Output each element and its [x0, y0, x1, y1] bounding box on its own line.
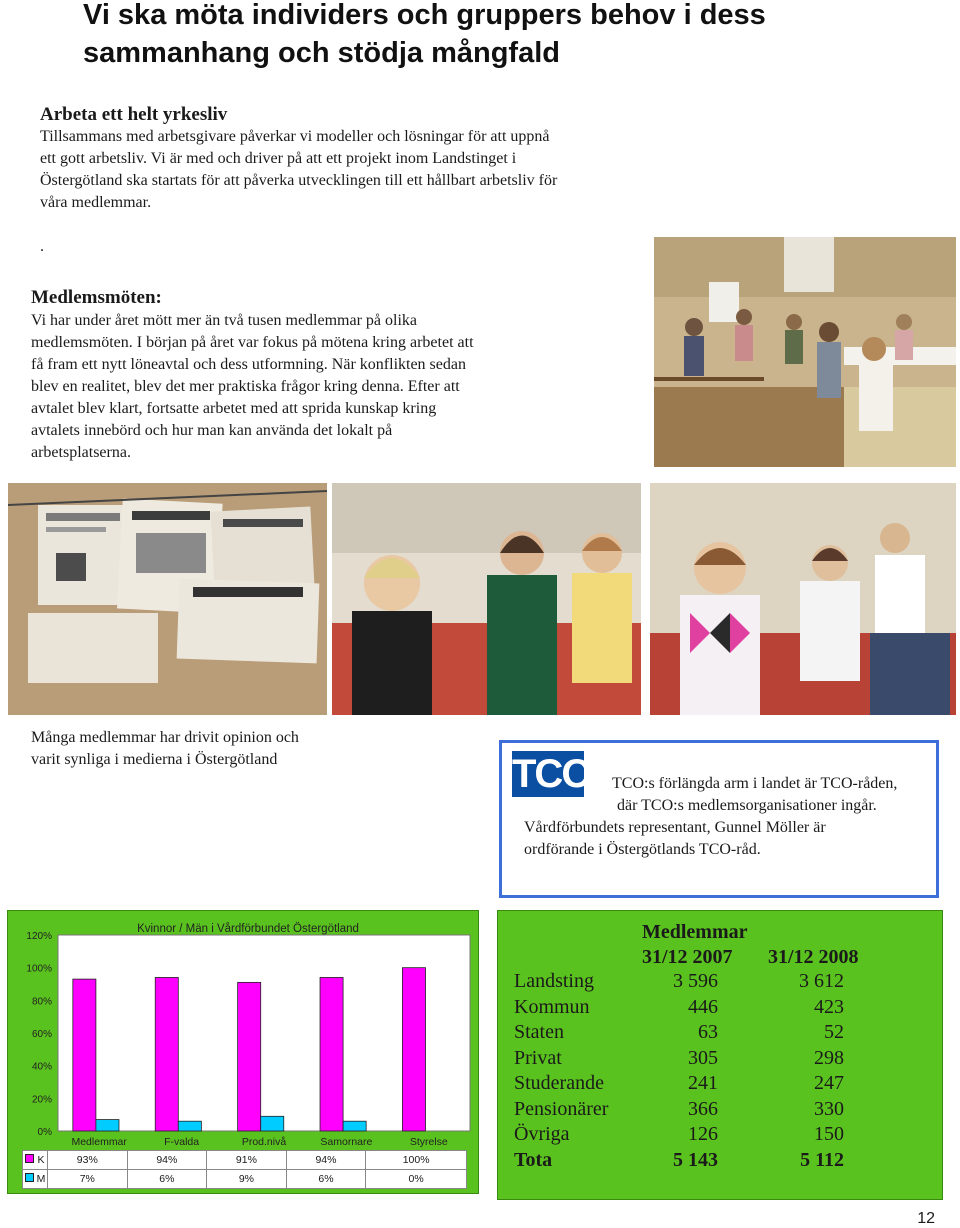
members-row	[514, 1020, 934, 1045]
y-tick-label: 60%	[31, 1029, 52, 1040]
text-line: arbetsplatserna.	[31, 444, 131, 461]
x-category-label: Styrelse	[409, 1136, 448, 1148]
stray-dot: .	[40, 238, 44, 255]
members-col-2008: 31/12 2008	[768, 946, 859, 968]
x-category-label: Medlemmar	[71, 1136, 127, 1148]
section-body-work-life	[40, 126, 640, 214]
data-label: 9%	[207, 1170, 287, 1189]
chart-table-row	[23, 1151, 467, 1170]
members-value-2007: 3 596	[673, 970, 718, 992]
bar-m-1	[178, 1121, 201, 1131]
members-value-2007: 126	[688, 1123, 718, 1145]
photo-meeting-room	[654, 237, 956, 467]
data-label: 94%	[286, 1151, 366, 1170]
members-table-panel	[497, 910, 943, 1200]
x-category-label: F-valda	[164, 1136, 200, 1148]
bar-m-0	[96, 1120, 119, 1131]
members-value-2008: 330	[814, 1097, 844, 1120]
members-value-2008: 3 612	[799, 970, 844, 992]
section-heading-member-meetings: Medlemsmöten:	[31, 287, 162, 308]
x-category-label: Samornare	[320, 1136, 373, 1148]
tco-info-box	[499, 740, 939, 898]
legend-key	[23, 1151, 48, 1170]
photo-members-two	[650, 483, 956, 715]
data-label: 100%	[366, 1151, 467, 1170]
legend-key	[23, 1170, 48, 1189]
tco-text-line-3: Vårdförbundets representant, Gunnel Möller är	[524, 819, 826, 836]
data-label: 93%	[48, 1151, 128, 1170]
members-row	[514, 1122, 934, 1147]
members-value-2007: 446	[688, 995, 718, 1018]
photo-members-group	[332, 483, 641, 715]
text-line: blev en realitet, blev det mer praktiska frågor kring denna. Efter att	[31, 378, 460, 395]
data-label: 6%	[286, 1170, 366, 1189]
bar-k-2	[238, 982, 261, 1131]
page-number: 12	[917, 1210, 935, 1227]
text-line: avtalets innebörd och hur man kan använda det lokalt på	[31, 422, 393, 439]
data-label: 91%	[207, 1151, 287, 1170]
section-body-member-meetings	[31, 310, 631, 464]
bar-m-2	[261, 1116, 284, 1131]
bar-k-1	[155, 977, 178, 1131]
legend-swatch	[25, 1154, 34, 1163]
text-line: medlemsmöten. I början på året var fokus på mötena kring arbetet att	[31, 334, 474, 351]
members-row-label: Privat	[514, 1046, 562, 1069]
members-total-row	[514, 1148, 934, 1173]
text-line: varit synliga i medierna i Östergötland	[31, 751, 278, 768]
page-title-line-2: sammanhang och stödja mångfald	[83, 37, 560, 69]
members-row	[514, 969, 934, 994]
members-value-2008: 52	[824, 1021, 844, 1043]
tco-logo: TCO	[512, 752, 591, 796]
photo-newspaper-clippings	[8, 483, 327, 715]
data-label: 6%	[127, 1170, 207, 1189]
members-value-2008: 298	[814, 1046, 844, 1069]
section-heading-work-life: Arbeta ett helt yrkesliv	[40, 104, 228, 125]
members-value-2008: 5 112	[800, 1148, 844, 1171]
y-tick-label: 0%	[37, 1127, 52, 1138]
members-value-2008: 247	[814, 1072, 844, 1094]
text-line: Tillsammans med arbetsgivare påverkar vi modeller och lösningar för att uppnå	[40, 128, 550, 145]
bar-k-4	[402, 968, 425, 1131]
members-value-2008: 423	[814, 995, 844, 1018]
members-row-label: Staten	[514, 1021, 564, 1043]
text-line: ett gott arbetsliv. Vi är med och driver på att ett projekt inom Landstinget i	[40, 150, 517, 167]
y-tick-label: 20%	[31, 1094, 52, 1106]
legend-swatch	[25, 1173, 34, 1182]
members-value-2007: 63	[698, 1021, 718, 1043]
media-caption	[31, 727, 361, 771]
bar-k-0	[73, 979, 96, 1131]
members-row-label: Kommun	[514, 995, 590, 1018]
data-label: 94%	[127, 1151, 207, 1170]
members-row-label: Landsting	[514, 970, 594, 992]
tco-text-line-4: ordförande i Östergötlands TCO-råd.	[524, 841, 761, 858]
gender-bar-chart	[8, 911, 478, 1151]
text-line: Många medlemmar har drivit opinion och	[31, 729, 299, 746]
members-value-2007: 366	[688, 1097, 718, 1120]
members-value-2007: 241	[688, 1072, 718, 1094]
data-label: 7%	[48, 1170, 128, 1189]
members-row-label: Studerande	[514, 1072, 604, 1094]
members-row-label: Tota	[514, 1148, 553, 1171]
y-tick-label: 100%	[26, 963, 52, 975]
y-tick-label: 80%	[31, 996, 52, 1008]
members-title: Medlemmar	[642, 921, 748, 943]
bar-m-3	[343, 1121, 366, 1131]
y-tick-label: 120%	[26, 931, 52, 942]
members-value-2007: 5 143	[673, 1148, 718, 1171]
data-label: 0%	[366, 1170, 467, 1189]
chart-title: Kvinnor / Män i Vårdförbundet Östergötland	[137, 923, 359, 935]
page-title-line-1: Vi ska möta individers och gruppers behov i dess	[83, 0, 766, 31]
text-line: Vi har under året mött mer än två tusen medlemmar på olika	[31, 312, 418, 329]
text-line: avtalet blev klart, fortsatte arbetet med att sprida kunskap kring	[31, 400, 437, 417]
legend-series-name: K	[37, 1154, 45, 1166]
members-row-label: Övriga	[514, 1123, 570, 1145]
members-col-2007: 31/12 2007	[642, 946, 733, 968]
members-row	[514, 995, 934, 1020]
members-value-2007: 305	[688, 1046, 718, 1069]
chart-table-row	[23, 1170, 467, 1189]
bar-k-3	[320, 977, 343, 1131]
text-line: våra medlemmar.	[40, 194, 152, 211]
y-tick-label: 40%	[31, 1061, 52, 1073]
text-line: Östergötland ska startats för att påverka utvecklingen till ett hållbart arbetsliv för	[40, 172, 558, 189]
text-line: få fram ett nytt löneavtal och dess utformning. När konflikten sedan	[31, 356, 466, 373]
tco-text-line-1: TCO:s förlängda arm i landet är TCO-råden,	[612, 775, 898, 792]
tco-text-line-2: där TCO:s medlemsorganisationer ingår.	[617, 797, 877, 814]
x-category-label: Prod.nivå	[241, 1136, 287, 1148]
members-row	[514, 1046, 934, 1071]
members-value-2008: 150	[814, 1123, 844, 1145]
members-row	[514, 1071, 934, 1096]
members-row-label: Pensionärer	[514, 1097, 609, 1120]
chart-data-table	[22, 1150, 467, 1189]
legend-series-name: M	[36, 1173, 46, 1185]
page-title	[83, 0, 766, 72]
members-row	[514, 1097, 934, 1122]
